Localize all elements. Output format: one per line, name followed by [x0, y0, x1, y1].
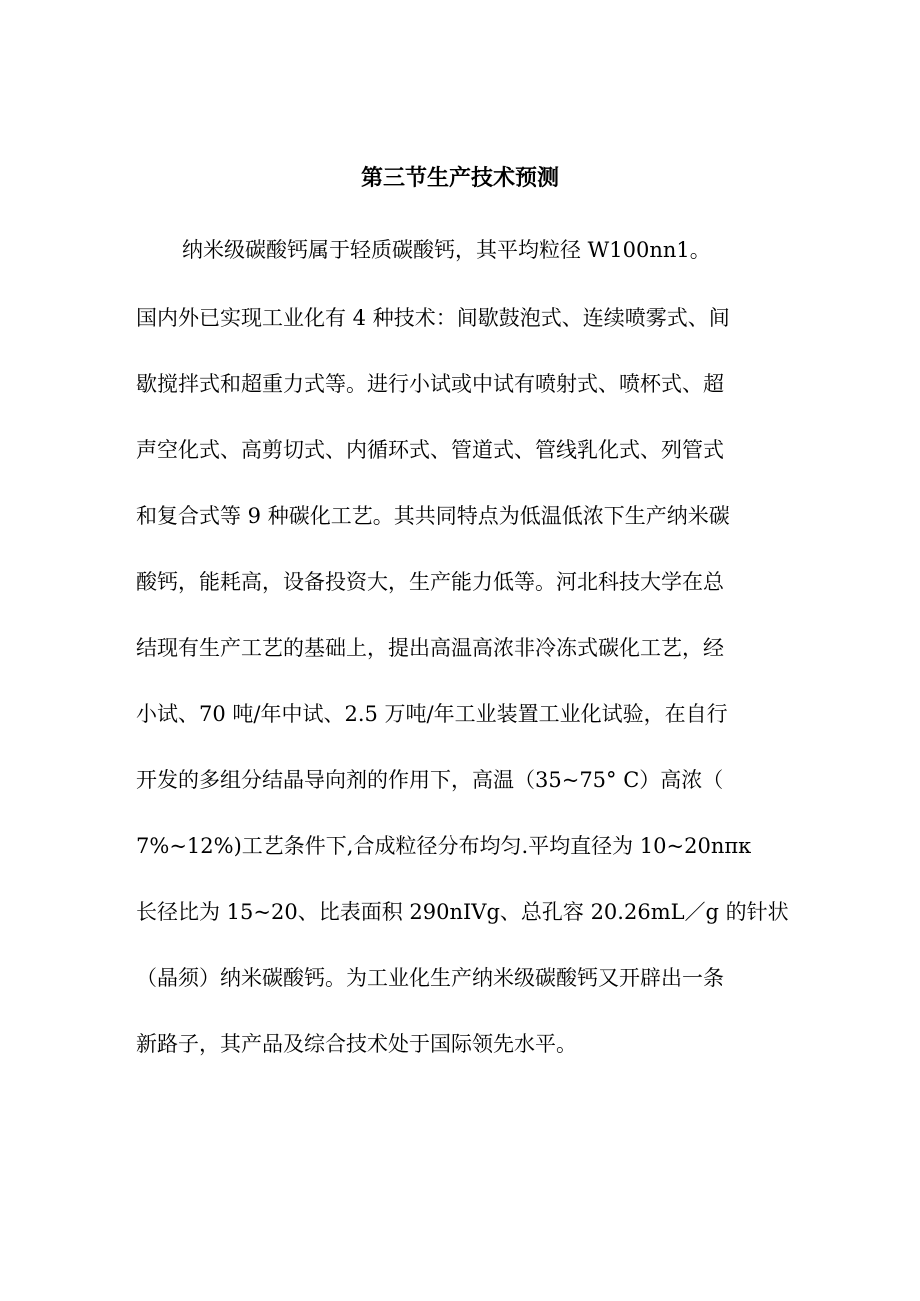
paragraph-line: 长径比为 15~20、比表面积 290nIVg、总孔容 20.26mL／g 的针状 — [136, 900, 789, 924]
paragraph-line: 开发的多组分结晶导向剂的作用下，高温（35~75° C）高浓（ — [136, 768, 724, 792]
paragraph-line: 小试、70 吨/年中试、2.5 万吨/年工业装置工业化试验，在自行 — [136, 702, 728, 726]
section-title: 第三节生产技术预测 — [360, 165, 559, 191]
paragraph-line: 7%~12%)工艺条件下,合成粒径分布均匀.平均直径为 10~20nπκ — [136, 834, 752, 858]
paragraph-line: 声空化式、高剪切式、内循环式、管道式、管线乳化式、列管式 — [136, 438, 724, 462]
paragraph-line: 和复合式等 9 种碳化工艺。其共同特点为低温低浓下生产纳米碳 — [136, 504, 730, 528]
paragraph-line: 结现有生产工艺的基础上，提出高温高浓非冷冻式碳化工艺，经 — [136, 636, 724, 660]
paragraph-line: 新路子，其产品及综合技术处于国际领先水平。 — [136, 1032, 577, 1056]
paragraph-line: 酸钙，能耗高，设备投资大，生产能力低等。河北科技大学在总 — [136, 570, 724, 594]
paragraph-line: 国内外已实现工业化有 4 种技术：间歇鼓泡式、连续喷雾式、间 — [136, 306, 730, 330]
paragraph-line: 纳米级碳酸钙属于轻质碳酸钙，其平均粒径 W100nn1。 — [182, 238, 711, 262]
paragraph-line: （晶须）纳米碳酸钙。为工业化生产纳米级碳酸钙又开辟出一条 — [136, 966, 724, 990]
paragraph-line: 歇搅拌式和超重力式等。进行小试或中试有喷射式、喷杯式、超 — [136, 372, 724, 396]
